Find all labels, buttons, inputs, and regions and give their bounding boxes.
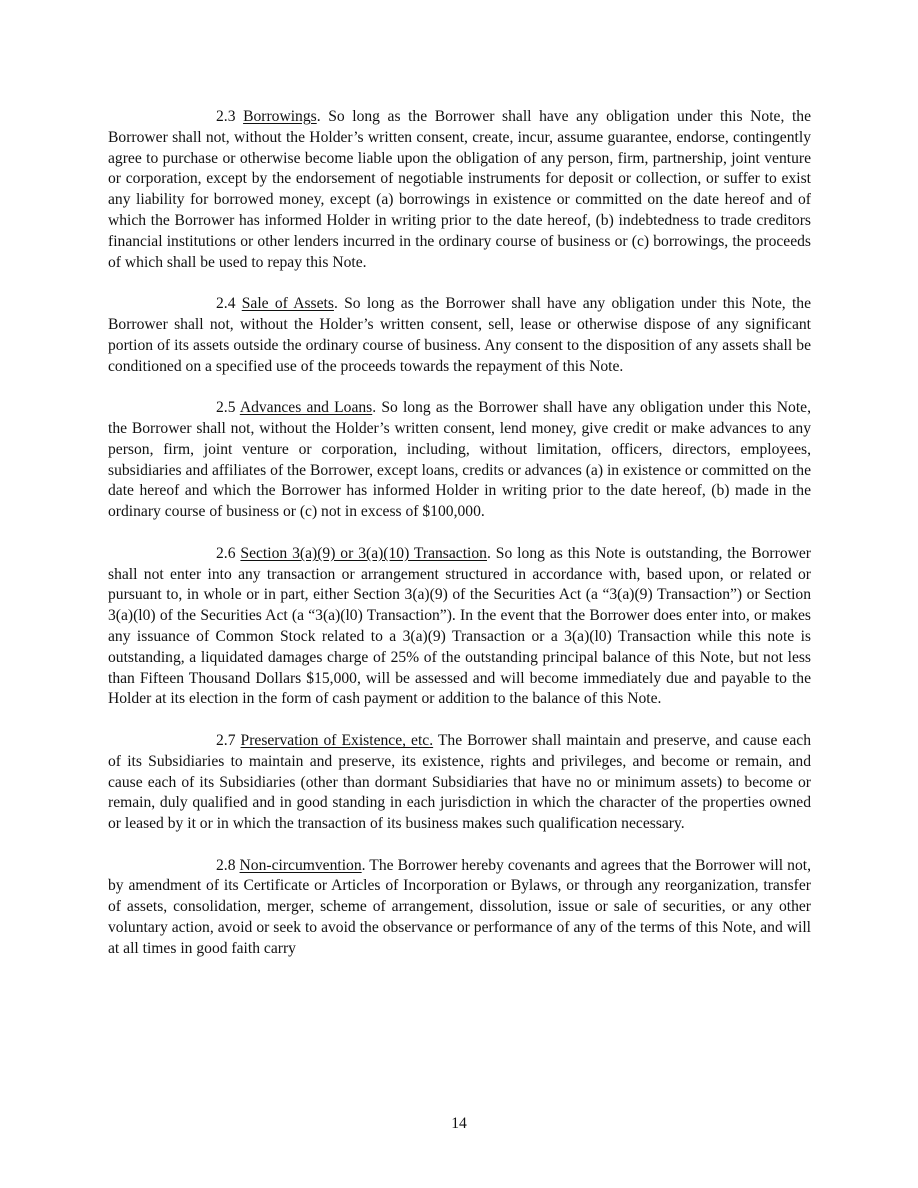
section-heading: Preservation of Existence, etc. <box>240 731 434 749</box>
section-body: So long as the Borrower shall have any obligation under this Note, the Borrower shall not, without the Holder’s written consent, create, incur, assume guarantee, endorse, contingently agree to purchase or otherwise become liable upon the obligation of any person, firm, partnership, joint venture or corporation, except by the endorsement of negotiable instruments for deposit or collection, or suffer to exist any liability for borrowed money, except (a) borrowings in existence or committed on the date hereof and of which the Borrower has informed Holder in writing prior to the date hereof, (b) indebtedness to trade creditors financial institutions or other lenders incurred in the ordinary course of business or (c) borrowings, the proceeds of which shall be used to repay this Note. <box>108 108 811 271</box>
heading-separator: . <box>486 544 491 562</box>
heading-separator: . <box>361 856 366 874</box>
section-heading: Borrowings <box>243 108 317 125</box>
section-number: 2.4 <box>216 295 236 313</box>
section-heading: Non-circumvention <box>239 856 362 874</box>
section-2-6 <box>108 544 811 710</box>
section-number: 2.6 <box>216 544 236 562</box>
section-number: 2.8 <box>216 856 236 874</box>
section-body: So long as the Borrower shall have any obligation under this Note, the Borrower shall not, without the Holder’s written consent, lend money, give credit or make advances to any person, firm, joint venture or corporation, including, without limitation, officers, directors, employees, subsidiaries and affiliates of the Borrower, except loans, credits or advances (a) in existence or committed on the date hereof and which the Borrower has informed Holder in writing prior to the date hereof, (b) made in the ordinary course of business or (c) not in excess of $100,000. <box>108 399 811 521</box>
section-heading: Sale of Assets <box>241 295 334 313</box>
page-body <box>108 107 811 980</box>
section-2-7 <box>108 731 811 835</box>
section-body: The Borrower hereby covenants and agrees that the Borrower will not, by amendment of its Certificate or Articles of Incorporation or Bylaws, or through any reorganization, transfer of assets, consolidation, merger, scheme of arrangement, dissolution, issue or sale of securities, or any other voluntary action, avoid or seek to avoid the observance or performance of any of the terms of this Note, and will at all times in good faith carry <box>108 856 811 957</box>
section-heading: Section 3(a)(9) or 3(a)(10) Transaction <box>240 544 487 562</box>
section-2-4 <box>108 294 811 377</box>
section-number: 2.3 <box>216 108 236 125</box>
heading-separator: . <box>372 399 377 417</box>
section-2-5 <box>108 398 811 523</box>
section-body: So long as this Note is outstanding, the Borrower shall not enter into any transaction or arrangement structured in accordance with, based upon, or related or pursuant to, in whole or in part, either Section 3(a)(9) of the Securities Act (a “3(a)(9) Transaction”) or Section 3(a)(l0) of the Securities Act (a “3(a)(l0) Transaction”). In the event that the Borrower does enter into, or makes any issuance of Common Stock related to a 3(a)(9) Transaction or a 3(a)(l0) Transaction while this note is outstanding, a liquidated damages charge of 25% of the outstanding principal balance of this Note, but not less than Fifteen Thousand Dollars $15,000, will be assessed and will become immediately due and payable to the Holder at its election in the form of cash payment or addition to the balance of this Note. <box>108 544 811 708</box>
section-body: So long as the Borrower shall have any obligation under this Note, the Borrower shall not, without the Holder’s written consent, sell, lease or otherwise dispose of any significant portion of its assets outside the ordinary course of business. Any consent to the disposition of any assets shall be conditioned on a specified use of the proceeds towards the repayment of this Note. <box>108 295 811 375</box>
section-number: 2.7 <box>216 731 236 749</box>
section-number: 2.5 <box>216 399 236 417</box>
section-body: The Borrower shall maintain and preserve, and cause each of its Subsidiaries to maintain and preserve, its existence, rights and privileges, and become or remain, and cause each of its Subsidiaries (other than dormant Subsidiaries that have no or minimum assets) to become or remain, duly qualified and in good standing in each jurisdiction in which the character of the properties owned or leased by it or in which the transaction of its business makes such qualification necessary. <box>108 731 811 833</box>
heading-separator: . <box>316 108 321 125</box>
page-number: 14 <box>451 1115 467 1132</box>
heading-separator: . <box>333 295 338 313</box>
section-2-3 <box>108 107 811 273</box>
section-heading: Advances and Loans <box>239 399 373 417</box>
section-2-8 <box>108 856 811 960</box>
